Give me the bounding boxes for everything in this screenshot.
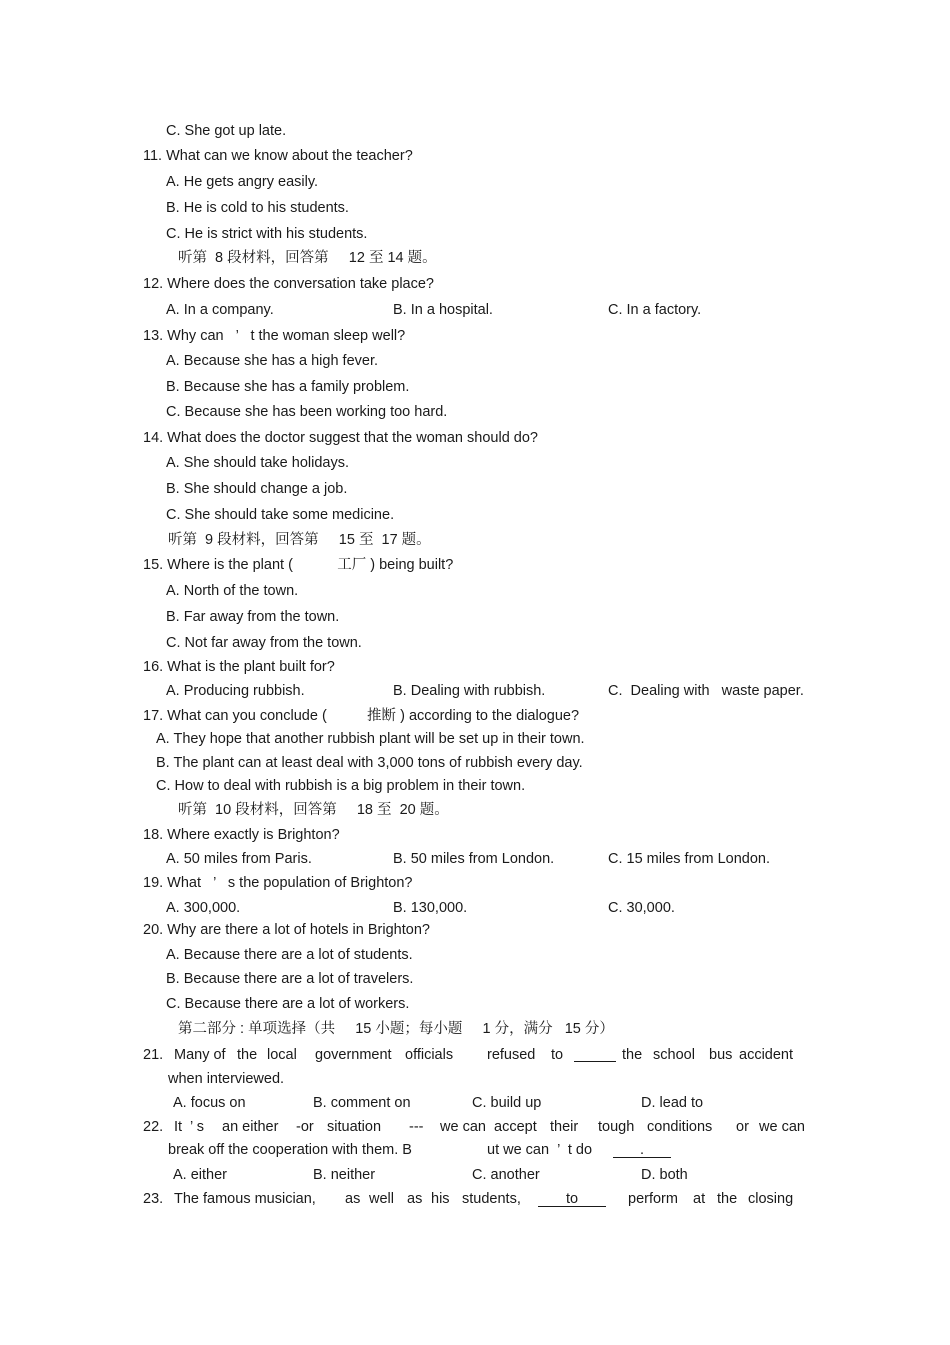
q23-word: students, bbox=[462, 1191, 521, 1207]
q14-option-c: C. She should take some medicine. bbox=[166, 507, 395, 523]
q12-option-a: A. In a company. bbox=[166, 302, 274, 318]
q20-option-a: A. Because there are a lot of students. bbox=[166, 947, 413, 963]
q21-word: to bbox=[551, 1047, 564, 1063]
q23-word: well bbox=[369, 1191, 394, 1207]
question-14: 14. What does the doctor suggest that the woman should do? bbox=[143, 430, 538, 446]
q21-word: local bbox=[267, 1047, 297, 1063]
q16-option-a: A. Producing rubbish. bbox=[166, 683, 305, 699]
q19-option-b: B. 130,000. bbox=[393, 900, 468, 916]
question-13: 13. Why can ’ t the woman sleep well? bbox=[143, 328, 406, 344]
q22-word: conditions bbox=[647, 1119, 713, 1135]
question-12: 12. Where does the conversation take place? bbox=[143, 276, 434, 292]
q22-continuation-b: ut we can ’ t do bbox=[487, 1142, 593, 1158]
question-18: 18. Where exactly is Brighton? bbox=[143, 827, 340, 843]
q21-word: Many of bbox=[174, 1047, 226, 1063]
q21-word: government bbox=[315, 1047, 392, 1063]
q22-word: situation bbox=[327, 1119, 382, 1135]
q23-number: 23. bbox=[143, 1191, 164, 1207]
q22-answer-blank: . bbox=[613, 1141, 671, 1158]
question-11: 11. What can we know about the teacher? bbox=[143, 148, 413, 164]
q15-option-a: A. North of the town. bbox=[166, 583, 299, 599]
q22-option-a: A. either bbox=[173, 1167, 227, 1183]
q17-option-a: A. They hope that another rubbish plant will be set up in their town. bbox=[156, 731, 585, 747]
q21-word: school bbox=[653, 1047, 695, 1063]
section-instruction-9: 听第 9 段材料，回答第 15 至 17 题。 bbox=[168, 532, 431, 548]
q22-number: 22. bbox=[143, 1119, 164, 1135]
q21-option-b: B. comment on bbox=[313, 1095, 411, 1111]
q21-option-a: A. focus on bbox=[173, 1095, 246, 1111]
q21-number: 21. bbox=[143, 1047, 164, 1063]
q15-option-b: B. Far away from the town. bbox=[166, 609, 340, 625]
q23-word: The famous musician, bbox=[174, 1191, 316, 1207]
q12-option-b: B. In a hospital. bbox=[393, 302, 493, 318]
q21-word: the bbox=[622, 1047, 643, 1063]
q23-word: the bbox=[717, 1191, 738, 1207]
q21-word: the bbox=[237, 1047, 258, 1063]
q22-word: It bbox=[174, 1119, 183, 1135]
q17-option-b: B. The plant can at least deal with 3,000 tons of rubbish every day. bbox=[156, 755, 583, 771]
q20-option-c: C. Because there are a lot of workers. bbox=[166, 996, 410, 1012]
q22-word: we can bbox=[440, 1119, 486, 1135]
q22-option-c: C. another bbox=[472, 1167, 540, 1183]
q16-option-b: B. Dealing with rubbish. bbox=[393, 683, 546, 699]
q19-option-a: A. 300,000. bbox=[166, 900, 241, 916]
q22-option-b: B. neither bbox=[313, 1167, 376, 1183]
question-17: 17. What can you conclude ( 推断 ) according to the dialogue? bbox=[143, 708, 580, 724]
q22-option-d: D. both bbox=[641, 1167, 688, 1183]
q21-option-d: D. lead to bbox=[641, 1095, 704, 1111]
q22-continuation-a: break off the cooperation with them. B bbox=[168, 1142, 412, 1158]
q21-word: refused bbox=[487, 1047, 536, 1063]
q22-word: accept bbox=[494, 1119, 537, 1135]
q13-option-a: A. Because she has a high fever. bbox=[166, 353, 378, 369]
q16-option-c: C. Dealing with waste paper. bbox=[608, 683, 804, 699]
q19-option-c: C. 30,000. bbox=[608, 900, 675, 916]
q12-option-c: C. In a factory. bbox=[608, 302, 702, 318]
q15-option-c: C. Not far away from the town. bbox=[166, 635, 362, 651]
q22-word: tough bbox=[598, 1119, 635, 1135]
q18-option-b: B. 50 miles from London. bbox=[393, 851, 555, 867]
q10-option-c: C. She got up late. bbox=[166, 123, 287, 139]
part-two-heading: 第二部分 : 单项选择（共 15 小题；每小题 1 分，满分 15 分） bbox=[178, 1021, 614, 1037]
question-19: 19. What ’ s the population of Brighton? bbox=[143, 875, 413, 891]
q13-option-b: B. Because she has a family problem. bbox=[166, 379, 410, 395]
q20-option-b: B. Because there are a lot of travelers. bbox=[166, 971, 414, 987]
q11-option-b: B. He is cold to his students. bbox=[166, 200, 349, 216]
q11-option-a: A. He gets angry easily. bbox=[166, 174, 319, 190]
q23-word: at bbox=[693, 1191, 706, 1207]
q11-option-c: C. He is strict with his students. bbox=[166, 226, 368, 242]
section-instruction-8: 听第 8 段材料，回答第 12 至 14 题。 bbox=[178, 250, 437, 266]
q14-option-b: B. She should change a job. bbox=[166, 481, 348, 497]
q21-word: accident bbox=[739, 1047, 794, 1063]
question-15: 15. Where is the plant ( 工厂 ) being built? bbox=[143, 557, 454, 573]
question-16: 16. What is the plant built for? bbox=[143, 659, 335, 675]
section-instruction-10: 听第 10 段材料，回答第 18 至 20 题。 bbox=[178, 802, 449, 818]
q22-word: we can bbox=[759, 1119, 805, 1135]
q22-word: or bbox=[736, 1119, 749, 1135]
q18-option-a: A. 50 miles from Paris. bbox=[166, 851, 312, 867]
q22-word: an either bbox=[222, 1119, 279, 1135]
q17-option-c: C. How to deal with rubbish is a big problem in their town. bbox=[156, 778, 526, 794]
q21-word: bus bbox=[709, 1047, 733, 1063]
q23-word: as bbox=[345, 1191, 361, 1207]
q14-option-a: A. She should take holidays. bbox=[166, 455, 349, 471]
q21-answer-blank bbox=[574, 1046, 616, 1062]
q21-continuation: when interviewed. bbox=[168, 1071, 285, 1087]
q22-word: -or bbox=[296, 1119, 314, 1135]
question-20: 20. Why are there a lot of hotels in Brighton? bbox=[143, 922, 430, 938]
q23-word: perform bbox=[628, 1191, 678, 1207]
q21-word: officials bbox=[405, 1047, 454, 1063]
q22-word: --- bbox=[409, 1119, 424, 1135]
q22-word: ’ s bbox=[190, 1119, 204, 1135]
q21-option-c: C. build up bbox=[472, 1095, 542, 1111]
q22-word: their bbox=[550, 1119, 579, 1135]
q18-option-c: C. 15 miles from London. bbox=[608, 851, 770, 867]
q23-word: closing bbox=[748, 1191, 794, 1207]
q23-word: as bbox=[407, 1191, 423, 1207]
q23-answer-blank: to bbox=[538, 1190, 606, 1207]
q23-word: his bbox=[431, 1191, 450, 1207]
q13-option-c: C. Because she has been working too hard. bbox=[166, 404, 448, 420]
